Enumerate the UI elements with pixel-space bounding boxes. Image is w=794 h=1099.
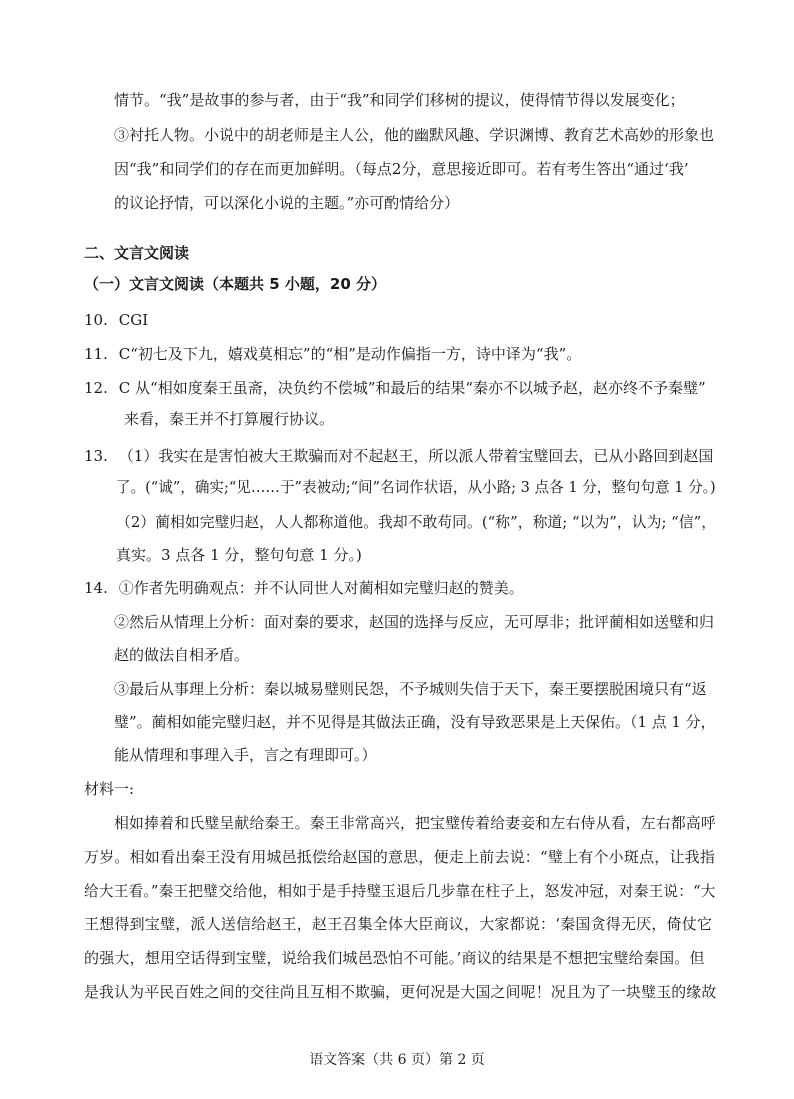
material-line: 给大王看。”秦王把璧交给他，相如于是手持璧玉退后几步靠在柱子上，怒发冲冠，对秦王说：“大: [84, 882, 716, 900]
question-number: 10.: [84, 311, 108, 329]
answer-text: CGI: [118, 311, 149, 329]
question-item-13: [84, 446, 713, 466]
answer-text-line: ③衬托人物。小说中的胡老师是主人公，他的幽默风趣、学识渊博、教育艺术高妙的形象也: [114, 126, 715, 144]
question-number: 13.: [84, 447, 108, 465]
answer-text-line: 情节。“我”是故事的参与者，由于“我”和同学们移树的提议，使得情节得以发展变化；: [114, 91, 685, 109]
material-line: 的强大，想用空话得到宝璧，说给我们城邑恐怕不可能。’商议的结果是不想把宝璧给秦国。但: [84, 949, 705, 967]
question-item-14: [84, 578, 524, 598]
page-footer: 语文答案（共 6 页）第 2 页: [309, 1052, 485, 1068]
question-number: 14.: [84, 579, 108, 597]
material-line: 是我认为平民百姓之间的交往尚且互相不欺骗，更何况是大国之间呢！况且为了一块璧玉的缘故: [84, 983, 717, 1001]
material-label: 材料一:: [84, 780, 135, 798]
answer-text: C“初七及下九，嬉戏莫相忘”的“相”是动作偏指一方，诗中译为“我”。: [118, 345, 582, 363]
question-number: 11.: [84, 345, 108, 363]
material-line: 相如捧着和氏璧呈献给秦王。秦王非常高兴，把宝璧传着给妻妾和左右侍从看，左右都高呼: [114, 814, 716, 832]
question-item-11: [84, 344, 581, 364]
answer-text: （1）我实在是害怕被大王欺骗而对不起赵王，所以派人带着宝璧回去，已从小路回到赵国: [118, 447, 714, 465]
question-item-10: [84, 310, 148, 330]
answer-text-line: 来看，秦王并不打算履行协议。: [124, 410, 335, 428]
section-title: 二、文言文阅读: [84, 244, 190, 262]
answer-text-line: 赵的做法自相矛盾。: [114, 646, 250, 664]
answer-text-line: 的议论抒情，可以深化小说的主题。”亦可酌情给分）: [114, 194, 460, 212]
answer-text-line: 能从情理和事理入手，言之有理即可。）: [114, 746, 377, 764]
material-line: 王想得到宝璧，派人送信给赵王，赵王召集全体大臣商议，大家都说：‘秦国贪得无厌，倚仗它: [84, 915, 713, 933]
answer-text-line: 真实。3 点各 1 分，整句句意 1 分。): [116, 546, 362, 564]
answer-text-line: 璧”。蔺相如能完璧归赵，并不见得是其做法正确，没有导致恶果是上天保佑。（1 点 1 分，: [114, 713, 716, 731]
section-subtitle: （一）文言文阅读（本题共 5 小题，20 分）: [84, 275, 386, 293]
material-line: 万岁。相如看出秦王没有用城邑抵偿给赵国的意思，便走上前去说：“璧上有个小斑点，让我指: [84, 848, 716, 866]
answer-text-line: ②然后从情理上分析：面对秦的要求，赵国的选择与反应，无可厚非；批评蔺相如送璧和归: [114, 613, 715, 631]
answer-text: C 从“相如度秦王虽斋，决负约不偿城”和最后的结果“秦亦不以城予赵，赵亦终不予秦璧”: [118, 379, 706, 397]
answer-text: ①作者先明确观点：并不认同世人对蔺相如完璧归赵的赞美。: [118, 579, 524, 597]
answer-text-line: （2）蔺相如完璧归赵，人人都称道他。我却不敢苟同。(“称”，称道; “以为”，认为; “信”，: [116, 513, 717, 531]
question-number: 12.: [84, 379, 108, 397]
answer-text-line: ③最后从事理上分析：秦以城易璧则民怨，不予城则失信于天下，秦王要摆脱困境只有“返: [114, 680, 707, 698]
answer-text-line: 了。(“诚”，确实;“见……于”表被动;“间”名词作状语，从小路; 3 点各 1 分，整句句意 1 分。): [116, 478, 716, 496]
answer-text-line: 因“我”和同学们的存在而更加鲜明。（每点2分，意思接近即可。若有考生答出“通过‘我’: [114, 160, 689, 178]
question-item-12: [84, 378, 706, 398]
